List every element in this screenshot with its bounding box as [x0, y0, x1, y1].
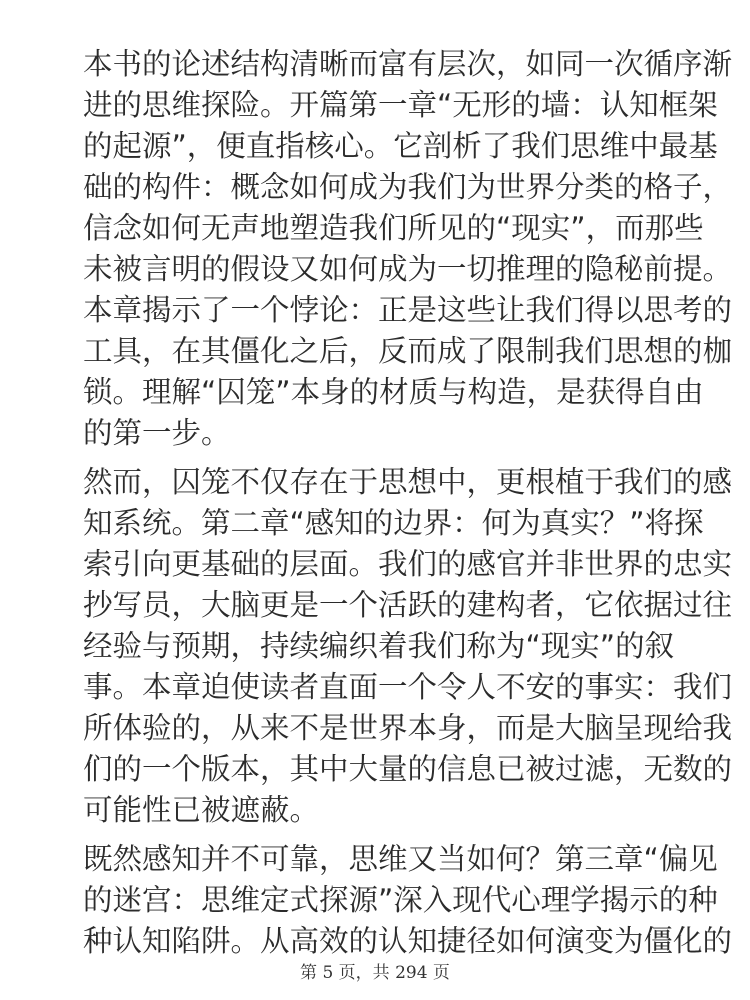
text-line: 的起源”，便直指核心。它剖析了我们思维中最基 [83, 129, 718, 163]
text-line: 的迷宫：思维定式探源”深入现代心理学揭示的种 [83, 883, 718, 917]
text-line: 未被言明的假设又如何成为一切推理的隐秘前提。 [83, 252, 733, 286]
text-line: 信念如何无声地塑造我们所见的“现实”，而那些 [83, 211, 704, 245]
text-line: 可能性已被遮蔽。 [83, 793, 320, 827]
paragraph [83, 839, 733, 962]
paragraph [83, 462, 733, 831]
text-line: 经验与预期，持续编织着我们称为“现实”的叙 [83, 629, 675, 663]
text-line: 锁。理解“囚笼”本身的材质与构造，是获得自由 [83, 375, 704, 409]
text-line: 抄写员，大脑更是一个活跃的建构者，它依据过往 [83, 588, 733, 622]
text-line: 然而，囚笼不仅存在于思想中，更根植于我们的感 [83, 465, 733, 499]
text-line: 本章揭示了一个悖论：正是这些让我们得以思考的 [83, 293, 733, 327]
text-line: 种认知陷阱。从高效的认知捷径如何演变为僵化的 [83, 924, 733, 958]
text-line: 既然感知并不可靠，思维又当如何？第三章“偏见 [83, 842, 718, 876]
text-line: 索引向更基础的层面。我们的感官并非世界的忠实 [83, 547, 733, 581]
text-line: 事。本章迫使读者直面一个令人不安的事实：我们 [83, 670, 733, 704]
paragraph [83, 44, 733, 454]
text-line: 的第一步。 [83, 416, 231, 450]
text-line: 们的一个版本，其中大量的信息已被过滤，无数的 [83, 752, 733, 786]
text-line: 础的构件：概念如何成为我们为世界分类的格子， [83, 170, 733, 204]
body-text [83, 44, 733, 970]
text-line: 进的思维探险。开篇第一章“无形的墙：认知框架 [83, 88, 718, 122]
page-number: 第 5 页，共 294 页 [300, 963, 450, 983]
text-line: 本书的论述结构清晰而富有层次，如同一次循序渐 [83, 47, 733, 81]
text-line: 工具，在其僵化之后，反而成了限制我们思想的枷 [83, 334, 733, 368]
text-line: 所体验的，从来不是世界本身，而是大脑呈现给我 [83, 711, 733, 745]
text-line: 知系统。第二章“感知的边界：何为真实？”将探 [83, 506, 704, 540]
